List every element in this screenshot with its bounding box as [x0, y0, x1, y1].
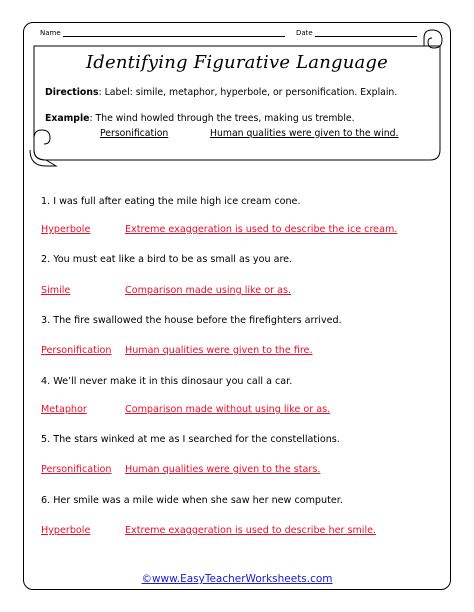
answer-reason-6: Extreme exaggeration is used to describe her smile. [125, 525, 377, 536]
answer-type-6: Hyperbole [41, 525, 91, 536]
example-text: : The wind howled through the trees, making us tremble. [89, 113, 355, 124]
name-label: Name [40, 29, 61, 37]
directions-text: : Label: simile, metaphor, hyperbole, or personification. Explain. [98, 87, 398, 98]
answer-reason-3: Human qualities were given to the fire. [125, 345, 313, 356]
answer-type-5: Personification [41, 464, 112, 475]
example-answer-type: Personification [100, 128, 169, 139]
answer-reason-5: Human qualities were given to the stars. [125, 464, 321, 475]
example [45, 113, 355, 124]
directions-label: Directions [45, 87, 99, 98]
example-answer-reason: Human qualities were given to the wind. [210, 128, 399, 139]
directions [45, 87, 397, 98]
scroll-banner [0, 0, 474, 170]
answer-reason-1: Extreme exaggeration is used to describe the ice cream. [125, 224, 398, 235]
answer-type-3: Personification [41, 345, 112, 356]
answer-type-2: Simile [41, 285, 71, 296]
page-title: Identifying Figurative Language [85, 52, 389, 73]
answer-type-4: Metaphor [41, 404, 87, 415]
question-3: 3. The fire swallowed the house before the firefighters arrived. [41, 315, 342, 326]
answer-reason-4: Comparison made without using like or as. [125, 404, 331, 415]
example-label: Example [45, 113, 90, 124]
question-4: 4. We’ll never make it in this dinosaur you call a car. [41, 376, 293, 387]
date-label: Date [296, 29, 313, 37]
question-2: 2. You must eat like a bird to be as small as you are. [41, 254, 293, 265]
website-link[interactable]: ©www.EasyTeacherWorksheets.com [141, 573, 333, 585]
answer-type-1: Hyperbole [41, 224, 91, 235]
question-5: 5. The stars winked at me as I searched for the constellations. [41, 434, 340, 445]
question-6: 6. Her smile was a mile wide when she saw her new computer. [41, 495, 343, 506]
question-1: 1. I was full after eating the mile high ice cream cone. [41, 196, 301, 207]
answer-reason-2: Comparison made using like or as. [125, 285, 292, 296]
